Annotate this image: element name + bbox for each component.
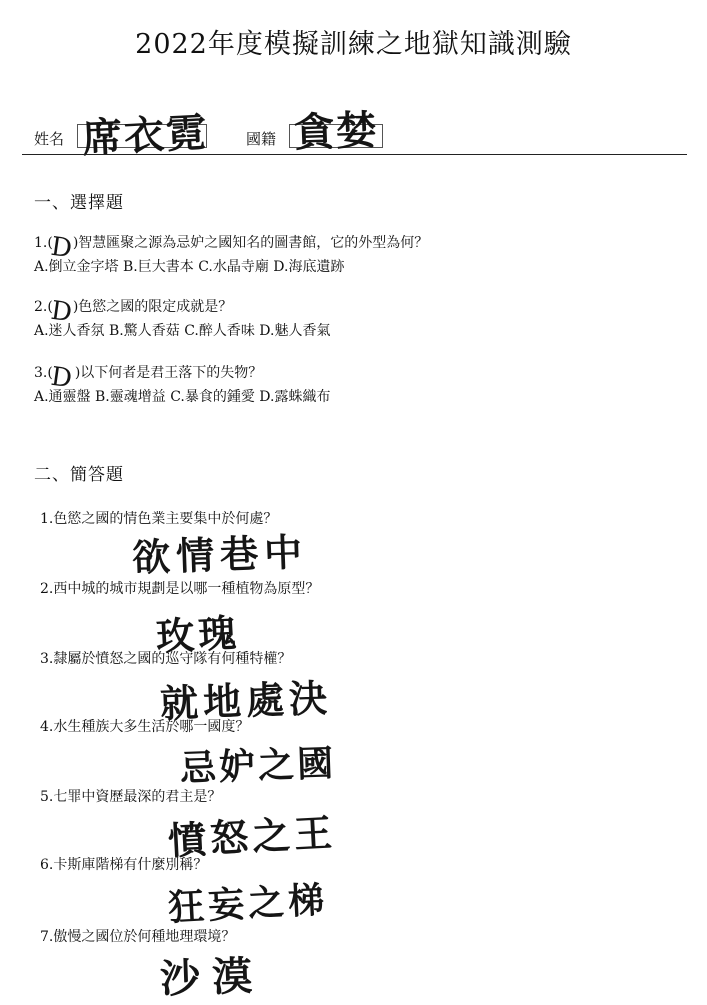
name-label: 姓名 xyxy=(34,130,65,148)
mc-options: A.通靈盤 B.靈魂增益 C.暴食的鍾愛 D.露蛛織布 xyxy=(34,389,331,405)
handwritten-answer: D xyxy=(48,231,74,265)
section-multiple-choice-heading: 一、選擇題 xyxy=(34,193,124,213)
section-short-answer-heading: 二、簡答題 xyxy=(34,465,124,485)
sa-question-6: 6.卡斯庫階梯有什麼別稱？ xyxy=(40,857,208,873)
mc-options: A.迷人香氛 B.驚人香菇 C.醉人香味 D.魅人香氣 xyxy=(34,323,331,339)
sa-answer-3: 就地處決 xyxy=(159,675,333,726)
sa-answer-2: 玫瑰 xyxy=(155,609,242,660)
mc-question-text: 以下何者是君王落下的失物？ xyxy=(80,365,263,381)
sa-answer-7: 沙漠 xyxy=(159,952,265,1003)
sa-question-4: 4.水生種族大多生活於哪一國度？ xyxy=(40,719,250,735)
sa-answer-4: 忌妒之國 xyxy=(179,742,337,790)
sa-question-3: 3.隸屬於憤怒之國的巡守隊有何種特權？ xyxy=(40,651,292,667)
sa-question-7: 7.傲慢之國位於何種地理環境？ xyxy=(40,929,236,945)
nationality-label: 國籍 xyxy=(246,130,277,148)
header-divider xyxy=(22,154,687,155)
sa-answer-6: 狂妄之梯 xyxy=(167,878,330,930)
mc-question-number: 1.( xyxy=(34,235,53,251)
sa-question-1: 1.色慾之國的情色業主要集中於何處？ xyxy=(40,511,278,527)
handwritten-answer: D xyxy=(48,295,74,329)
name-signature: 席衣霓 xyxy=(81,108,210,163)
sa-answer-5: 憤怒之王 xyxy=(167,809,338,864)
sa-answer-1: 欲情巷中 xyxy=(131,528,309,581)
nationality-handwriting: 貪婪 xyxy=(293,106,379,157)
mc-question-text: 智慧匯聚之源為忌妒之國知名的圖書館，它的外型為何？ xyxy=(78,235,429,251)
sa-question-2: 2.西中城的城市規劃是以哪一種植物為原型？ xyxy=(40,581,320,597)
mc-question-text: 色慾之國的限定成就是？ xyxy=(78,299,233,315)
mc-question-number: 3.( xyxy=(34,365,53,381)
mc-question-number: 2.( xyxy=(34,299,53,315)
mc-options: A.倒立金字塔 B.巨大書本 C.水晶寺廟 D.海底遺跡 xyxy=(34,259,345,275)
handwritten-answer: D xyxy=(48,361,74,395)
sa-question-5: 5.七罪中資歷最深的君主是？ xyxy=(40,789,222,805)
page-title: 2022年度模擬訓練之地獄知識測驗 xyxy=(135,29,572,60)
